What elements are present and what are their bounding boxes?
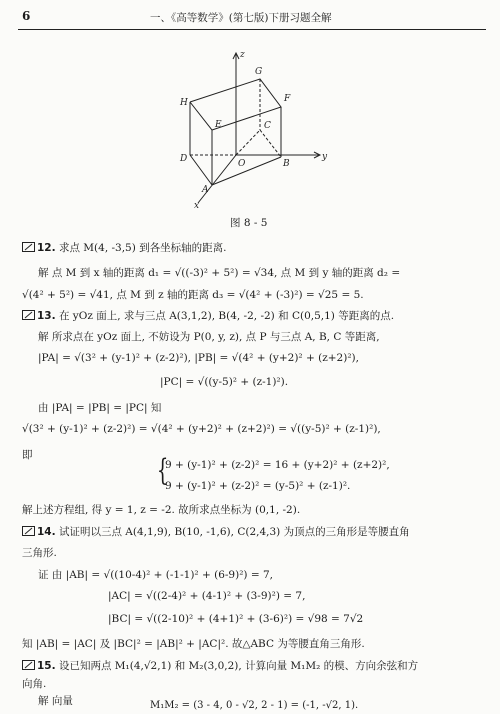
pencil-icon xyxy=(22,660,35,670)
page-number: 6 xyxy=(22,9,31,23)
proof-conclusion: 知 |AB| = |AC| 及 |BC|² = |AB|² + |AC|². 故△ABC 为等腰直角三角形. xyxy=(22,638,365,650)
equation-line: M₁M₂ = (3 - 4, 0 - √2, 2 - 1) = (-1, -√2, 1). xyxy=(150,700,359,711)
solution-line: 解 所求点在 yOz 面上, 不妨设为 P(0, y, z), 点 P 与三点 A, B, C 等距离, xyxy=(38,331,380,343)
label-x: x xyxy=(194,201,200,210)
box-edge-da xyxy=(190,155,212,185)
header-rule xyxy=(18,29,486,30)
label-f: F xyxy=(284,94,291,104)
equation-line: |PA| = √(3² + (y-1)² + (z-2)²), |PB| = √(4² + (y+2)² + (z+2)²), xyxy=(38,352,359,364)
label-o: O xyxy=(238,159,246,169)
hidden-edge-cb xyxy=(260,130,281,157)
problem-15 xyxy=(22,658,418,673)
label-h: H xyxy=(180,98,188,108)
problem-text-cont: 三角形. xyxy=(22,547,57,559)
solution-line: 解上述方程组, 得 y = 1, z = -2. 故所求点坐标为 (0,1, -2). xyxy=(22,504,301,516)
problem-text: 设已知两点 M₁(4,√2,1) 和 M₂(3,0,2), 计算向量 M₁M₂ 的模、方向余弦和方 xyxy=(58,660,419,672)
label-c: C xyxy=(264,121,271,131)
solution-line: 由 |PA| = |PB| = |PC| 知 xyxy=(38,402,162,414)
equation-line: |PC| = √((y-5)² + (z-1)²). xyxy=(160,376,289,388)
figure-8-5 xyxy=(160,45,345,210)
solution-line: √(4² + 5²) = √41, 点 M 到 z 轴的距离 d₃ = √(4² + (-3)²) = √25 = 5. xyxy=(22,289,364,301)
label-e: E xyxy=(215,120,222,130)
system-equation: 9 + (y-1)² + (z-2)² = 16 + (y+2)² + (z+2)², xyxy=(165,459,390,471)
label-d: D xyxy=(180,154,188,164)
system-equation: 9 + (y-1)² + (z-2)² = (y-5)² + (z-1)². xyxy=(165,480,351,492)
box-edge-ab xyxy=(212,157,281,185)
proof-line: |AC| = √((2-4)² + (4-1)² + (3-9)²) = 7, xyxy=(108,590,306,602)
pencil-icon xyxy=(22,526,35,536)
label-g: G xyxy=(255,67,263,77)
figure-caption: 图 8 - 5 xyxy=(230,217,268,229)
problem-text: 求点 M(4, -3,5) 到各坐标轴的距离. xyxy=(58,242,227,254)
label-a: A xyxy=(202,185,209,195)
problem-13 xyxy=(22,308,394,323)
problem-text: 在 yOz 面上, 求与三点 A(3,1,2), B(4, -2, -2) 和 C(0,5,1) 等距离的点. xyxy=(58,310,395,322)
running-header: 一、《高等数学》(第七版)下册习题全解 xyxy=(150,12,332,24)
solution-line: 解 点 M 到 x 轴的距离 d₁ = √((-3)² + 5²) = √34, 点 M 到 y 轴的距离 d₂ = xyxy=(38,267,401,279)
label-y: y xyxy=(322,152,328,162)
pencil-icon xyxy=(22,242,35,252)
problem-text-cont: 向角. xyxy=(22,678,47,690)
equation-line: √(3² + (y-1)² + (z-2)²) = √(4² + (y+2)² + (z+2)²) = √((y-5)² + (z-1)²), xyxy=(22,423,381,435)
hidden-edge-oc xyxy=(236,130,260,155)
problem-text: 试证明以三点 A(4,1,9), B(10, -1,6), C(2,4,3) 为顶点的三角形是等腰直角 xyxy=(58,526,410,538)
problem-14 xyxy=(22,524,410,539)
pencil-icon xyxy=(22,310,35,320)
solution-line: 解 向量 xyxy=(38,695,73,707)
proof-line: |BC| = √((2-10)² + (4+1)² + (3-6)²) = √98 = 7√2 xyxy=(108,613,364,625)
problem-number: 12. xyxy=(37,242,56,254)
solution-line: 即 xyxy=(22,449,33,461)
problem-number: 15. xyxy=(37,660,56,672)
system-brace: { xyxy=(156,453,169,488)
label-b: B xyxy=(283,159,290,169)
x-axis xyxy=(198,155,236,203)
label-z: z xyxy=(240,50,245,60)
problem-number: 13. xyxy=(37,310,56,322)
problem-number: 14. xyxy=(37,526,56,538)
problem-12 xyxy=(22,240,227,255)
proof-line: 证 由 |AB| = √((10-4)² + (-1-1)² + (6-9)²) = 7, xyxy=(38,569,274,581)
